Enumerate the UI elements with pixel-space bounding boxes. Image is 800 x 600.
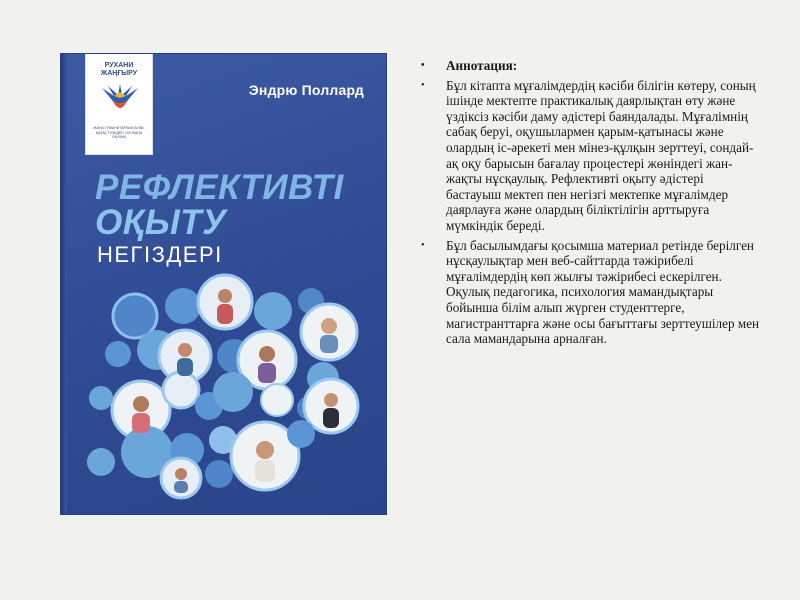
annotation-paragraph-2: Бұл басылымдағы қосымша материал ретінде берілген нұсқаулықтар мен веб-сайттарда тәжірибелі мұғалімдердің көп жылғы тәжірибесі ескерілген. Оқулық педагогика, психология мамандықтары бойынша білім алып жүрген студенттерге, магистранттарға және осы бағыттағы зерттеушілер мен сала мамандарына арналған.: [446, 237, 760, 347]
photo-collage: [61, 54, 386, 514]
book-title-line2: ОҚЫТУ: [95, 203, 227, 242]
badge-tagline: ЖАҢА ГУМАНИТАРЛЫҚ БІЛІМ. ҚАЗАҚ ТІЛІНДЕГІ 100 ЖАҢА ОҚУЛЫҚ: [93, 126, 145, 139]
bullet-icon: •: [421, 79, 425, 91]
annotation-paragraph-2-item: [415, 238, 760, 347]
bullet-icon: •: [421, 60, 425, 71]
book-title-line1: РЕФЛЕКТИВТІ: [95, 168, 344, 207]
annotation-paragraph-1-item: [415, 78, 760, 234]
annotation-text: [415, 58, 760, 351]
annotation-heading: Аннотация:: [446, 58, 518, 73]
book-cover-image: [61, 54, 386, 514]
annotation-list: [415, 58, 760, 347]
book-title-line3: НЕГІЗДЕРІ: [97, 242, 223, 267]
annotation-paragraph-1: Бұл кітапта мұғалімдердің кәсіби білігін көтеру, соның ішінде мектепте практикалық даярлықтан өту және үздіксіз кәсіби даму әдістері баяндалады. Мұғалімнің сабақ беруі, оқушылармен қарым-қатынасы және олардың іс-әрекеті мен мінез-құлқын зерттеуі, сондай-ақ оқу барысын бағалау процестері жөніндегі жан-жақты нұсқаулық. Рефлективті оқыту әдістері бастауыш мектеп пен негізгі мектепке мұғалімдер даярлауға және олардың біліктілігін арттыруға мүмкіндік береді.: [446, 77, 756, 233]
bullet-icon: •: [421, 239, 425, 251]
book-author: Эндрю Поллард: [248, 82, 364, 98]
annotation-heading-item: [415, 58, 760, 74]
badge-brand-text: РУХАНИ ЖАҢҒЫРУ: [100, 62, 138, 77]
